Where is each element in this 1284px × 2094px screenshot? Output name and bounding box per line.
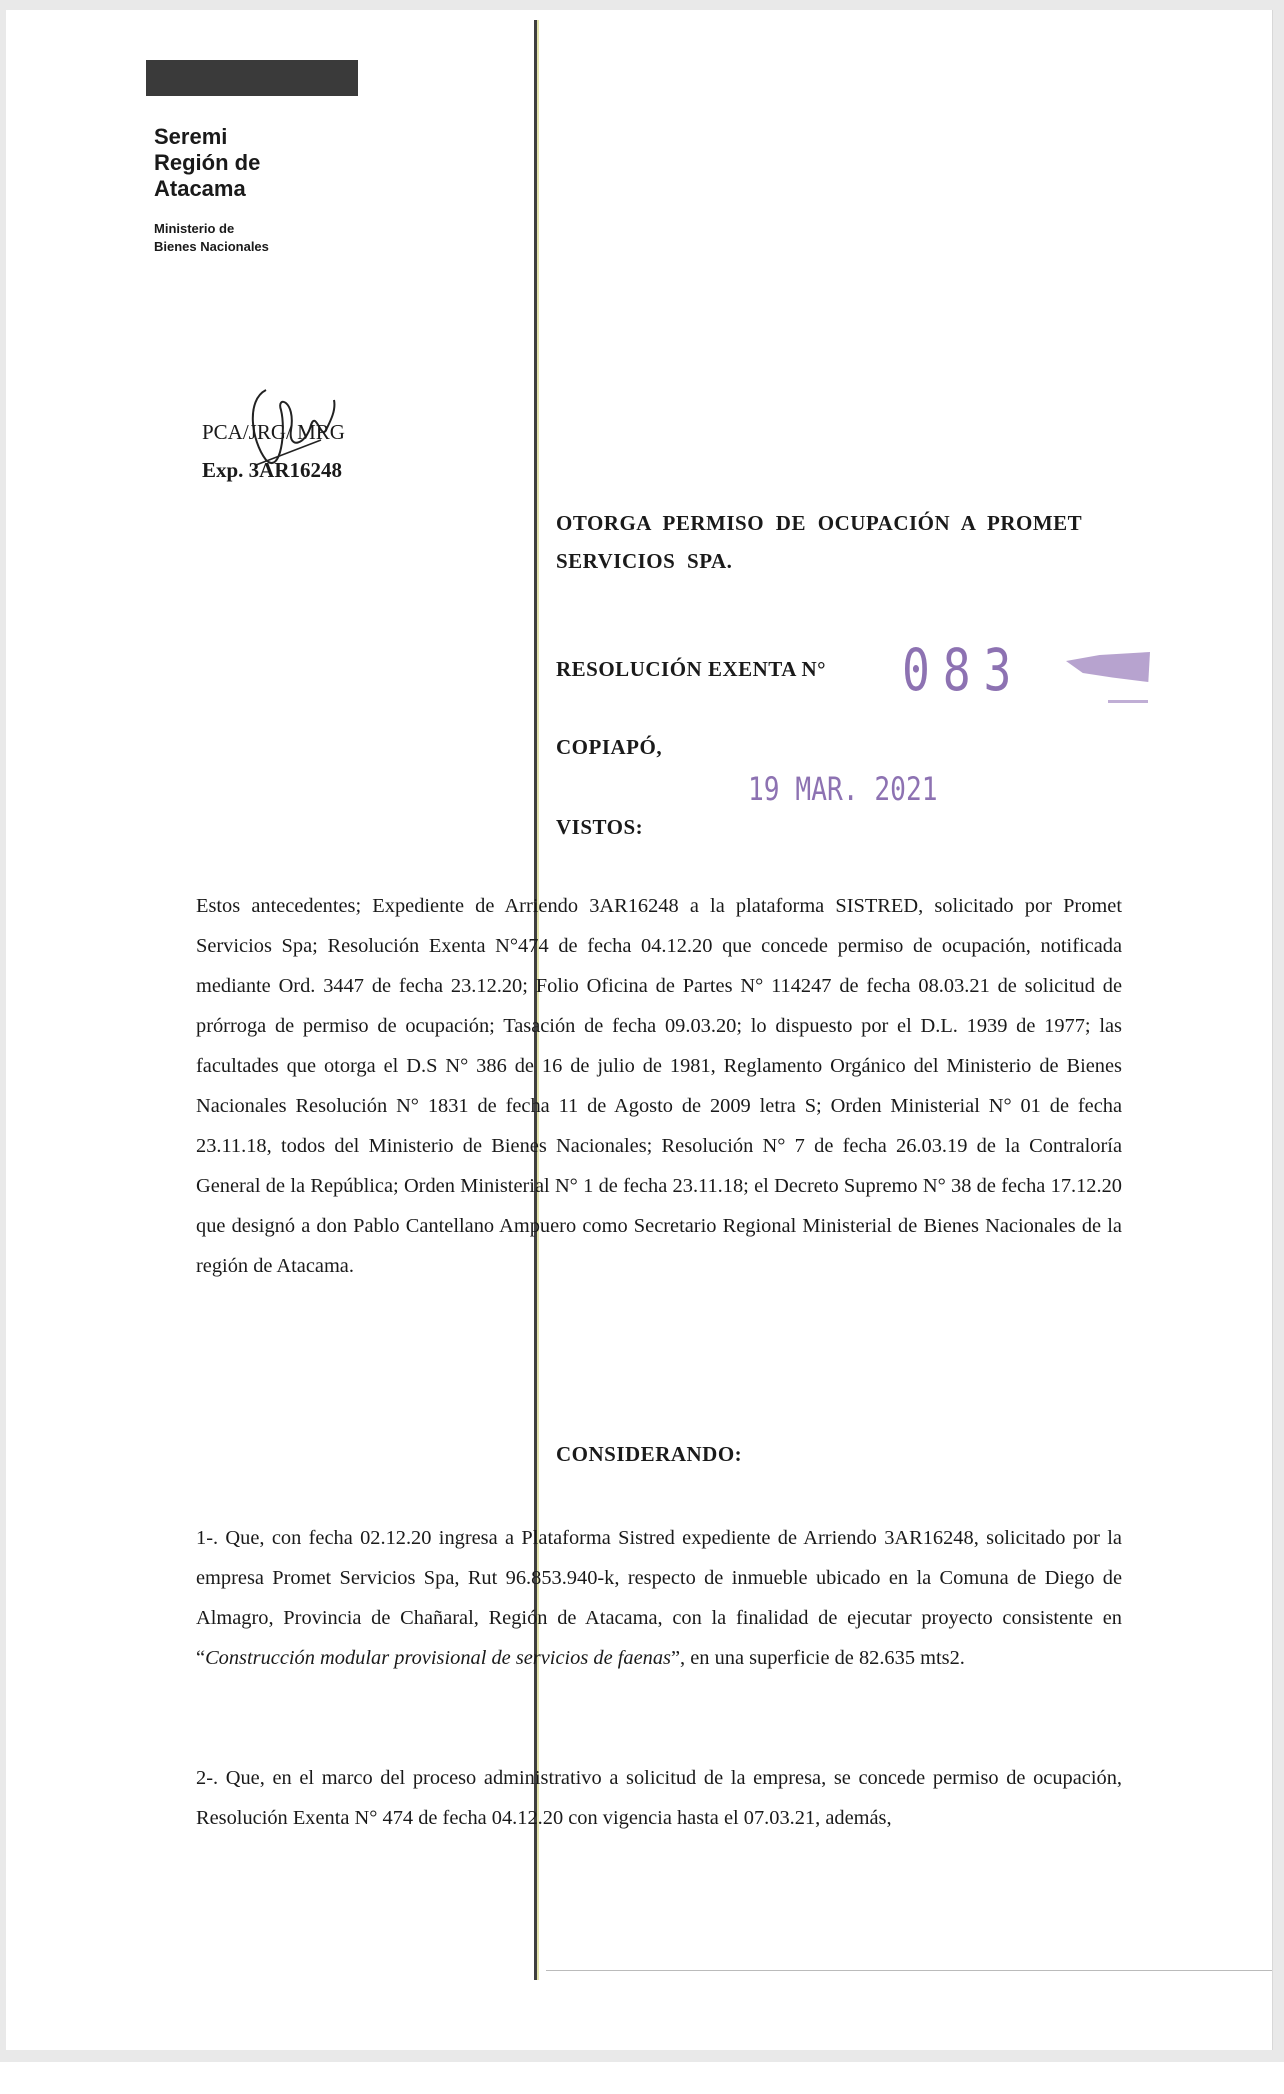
vistos-paragraph: Estos antecedentes; Expediente de Arriendo 3AR16248 a la plataforma SISTRED, solicitado por Promet Servicios Spa; Resolución Exenta N°474 de fecha 04.12.20 que concede permiso de ocupación, notificada mediante Ord. 3447 de fecha 23.12.20; Folio Oficina de Partes N° 114247 de fecha 08.03.21 de solicitud de prórroga de permiso de ocupación; Tasación de fecha 09.03.20; lo dispuesto por el D.L. 1939 de 1977; las facultades que otorga el D.S N° 386 de 16 de julio de 1981, Reglamento Orgánico del Ministerio de Bienes Nacionales Resolución N° 1831 de fecha 11 de Agosto de 2009 letra S; Orden Ministerial N° 01 de fecha 23.11.18, todos del Ministerio de Bienes Nacionales; Resolución N° 7 de fecha 26.03.19 de la Contraloría General de la República; Orden Ministerial N° 1 de fecha 23.11.18; el Decreto Supremo N° 38 de fecha 17.12.20 que designó a don Pablo Cantellano Ampuero como Secretario Regional Ministerial de Bienes Nacionales de la región de Atacama. [196, 895, 1122, 1277]
vistos-heading: VISTOS: [556, 815, 644, 839]
institution-name: Seremi Región de Atacama [154, 124, 261, 201]
document-title: OTORGA PERMISO DE OCUPACIÓN A PROMET SERVICIOS SPA. [556, 511, 1082, 573]
date-stamp: 19 MAR. 2021 [748, 770, 938, 808]
place-label: COPIAPÓ, [556, 735, 663, 759]
document-page [6, 10, 1273, 2050]
resolution-label: RESOLUCIÓN EXENTA N° [556, 657, 827, 681]
stamp-ink-line [1108, 700, 1148, 703]
reference-initials: PCA/JRG/ MRG [202, 420, 345, 444]
scan-edge-line [546, 1970, 1272, 1971]
redaction-bar [146, 60, 358, 96]
stamp-ink-mark [1066, 652, 1150, 682]
project-name: Construcción modular provisional de servicios de faenas [205, 1647, 671, 1669]
bottom-margin [0, 2062, 1284, 2094]
considerando-heading: CONSIDERANDO: [556, 1442, 743, 1466]
considerando-item-1 [196, 1518, 1122, 1678]
expediente-number: Exp. 3AR16248 [202, 458, 343, 482]
considerando-1-text-end: ”, en una superficie de 82.635 mts2. [670, 1647, 965, 1669]
ministry-name: Ministerio de Bienes Nacionales [154, 221, 269, 254]
considerando-item-2: 2-. Que, en el marco del proceso administrativo a solicitud de la empresa, se concede permiso de ocupación, Resolución Exenta N° 474 de fecha 04.12.20 con vigencia hasta el 07.03.21, además, [196, 1767, 1122, 1829]
considerando-1-text-start: 1-. Que, con fecha 02.12.20 ingresa a Plataforma Sistred expediente de Arriendo 3AR16248, solicitado por la empresa Promet Servicios Spa, Rut 96.853.940-k, respecto de inmueble ubicado en la Comuna de Diego de Almagro, Provincia de Chañaral, Región de Atacama, con la finalidad de ejecutar proyecto consistente en “ [196, 1527, 1122, 1669]
resolution-number-stamp: 083 [902, 636, 1025, 704]
